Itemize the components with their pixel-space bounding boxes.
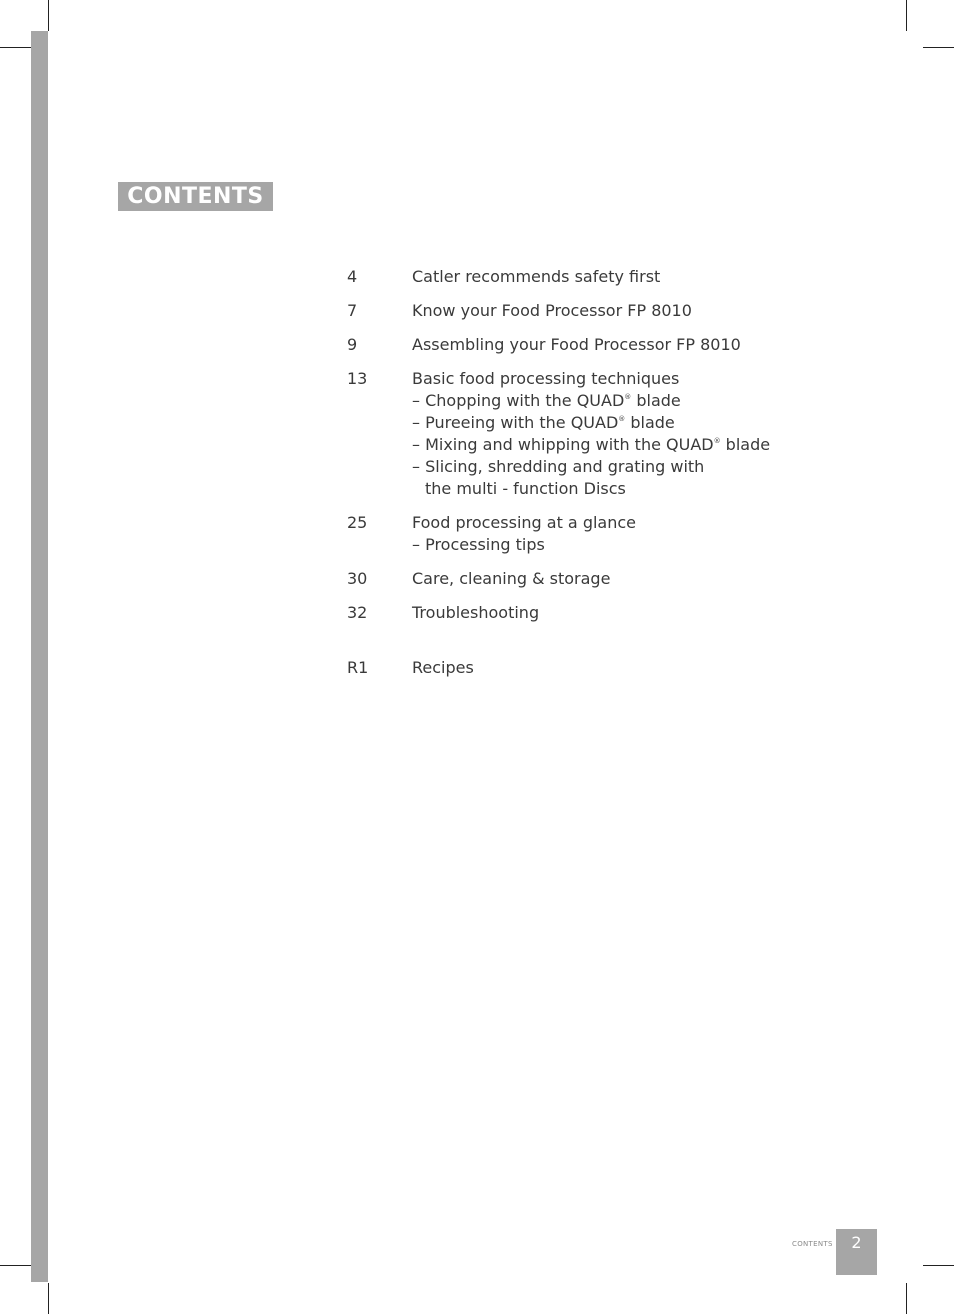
toc-line-text: Assembling your Food Processor FP 8010 (412, 335, 741, 354)
toc-entry-text (412, 512, 867, 556)
toc-page-number: R1 (347, 658, 369, 677)
crop-mark (906, 0, 907, 31)
toc-entry-text (412, 602, 867, 624)
toc-line-text: Recipes (412, 658, 474, 677)
toc-line-text: Know your Food Processor FP 8010 (412, 301, 692, 320)
toc-entry-text (412, 368, 867, 500)
toc-entry-text (412, 266, 867, 288)
toc-entry[interactable] (347, 368, 867, 500)
toc-line (412, 434, 867, 456)
toc-line (412, 512, 867, 534)
toc-line (412, 390, 867, 412)
toc-line (412, 266, 867, 288)
crop-mark (906, 1283, 907, 1314)
toc-line-text: – Slicing, shredding and grating with (412, 457, 705, 476)
toc-line-text-after: blade (720, 435, 771, 454)
toc-page-number: 4 (347, 267, 358, 286)
crop-mark (923, 47, 954, 48)
toc-line-text: – Mixing and whipping with the QUAD (412, 435, 714, 454)
toc-line-text: Basic food processing techniques (412, 369, 680, 388)
toc-page-number: 7 (347, 301, 358, 320)
toc-line-text: – Processing tips (412, 535, 545, 554)
toc-line (412, 300, 867, 322)
toc-entry[interactable] (347, 512, 867, 556)
toc-entry-text (412, 657, 867, 679)
toc-entry[interactable] (347, 568, 867, 590)
page-edge-bar (31, 31, 48, 1282)
toc-line-text: – Chopping with the QUAD (412, 391, 625, 410)
crop-mark (923, 1265, 954, 1266)
crop-mark (48, 0, 49, 31)
toc-line (412, 478, 867, 500)
table-of-contents (347, 266, 867, 691)
toc-line-text: the multi - function Discs (425, 479, 626, 498)
crop-mark (0, 47, 31, 48)
registered-mark: ® (713, 437, 721, 445)
footer-section-label: CONTENTS (792, 1240, 833, 1248)
page-title: CONTENTS (118, 182, 273, 211)
toc-line-text: – Pureeing with the QUAD (412, 413, 619, 432)
toc-line (412, 368, 867, 390)
toc-line-text: Catler recommends safety first (412, 267, 661, 286)
toc-line (412, 568, 867, 590)
toc-line-text: Food processing at a glance (412, 513, 637, 532)
registered-mark: ® (624, 393, 632, 401)
registered-mark: ® (618, 415, 626, 423)
toc-entry[interactable] (347, 657, 867, 679)
toc-page-number: 30 (347, 569, 368, 588)
toc-line-text: Care, cleaning & storage (412, 569, 611, 588)
toc-page-number: 25 (347, 513, 368, 532)
toc-line (412, 534, 867, 556)
toc-entry-text (412, 300, 867, 322)
page-number: 2 (836, 1229, 877, 1275)
toc-entry[interactable] (347, 602, 867, 624)
toc-line (412, 412, 867, 434)
toc-line-text: Troubleshooting (412, 603, 540, 622)
toc-page-number: 9 (347, 335, 358, 354)
toc-entry-text (412, 568, 867, 590)
toc-entry-text (412, 334, 867, 356)
toc-page-number: 32 (347, 603, 368, 622)
toc-entry[interactable] (347, 266, 867, 288)
toc-line (412, 657, 867, 679)
toc-line (412, 456, 867, 478)
toc-line (412, 334, 867, 356)
toc-entry[interactable] (347, 300, 867, 322)
toc-page-number: 13 (347, 369, 368, 388)
crop-mark (48, 1283, 49, 1314)
toc-line-text-after: blade (631, 391, 681, 410)
toc-line (412, 602, 867, 624)
toc-line-text-after: blade (625, 413, 675, 432)
crop-mark (0, 1265, 31, 1266)
toc-entry[interactable] (347, 334, 867, 356)
